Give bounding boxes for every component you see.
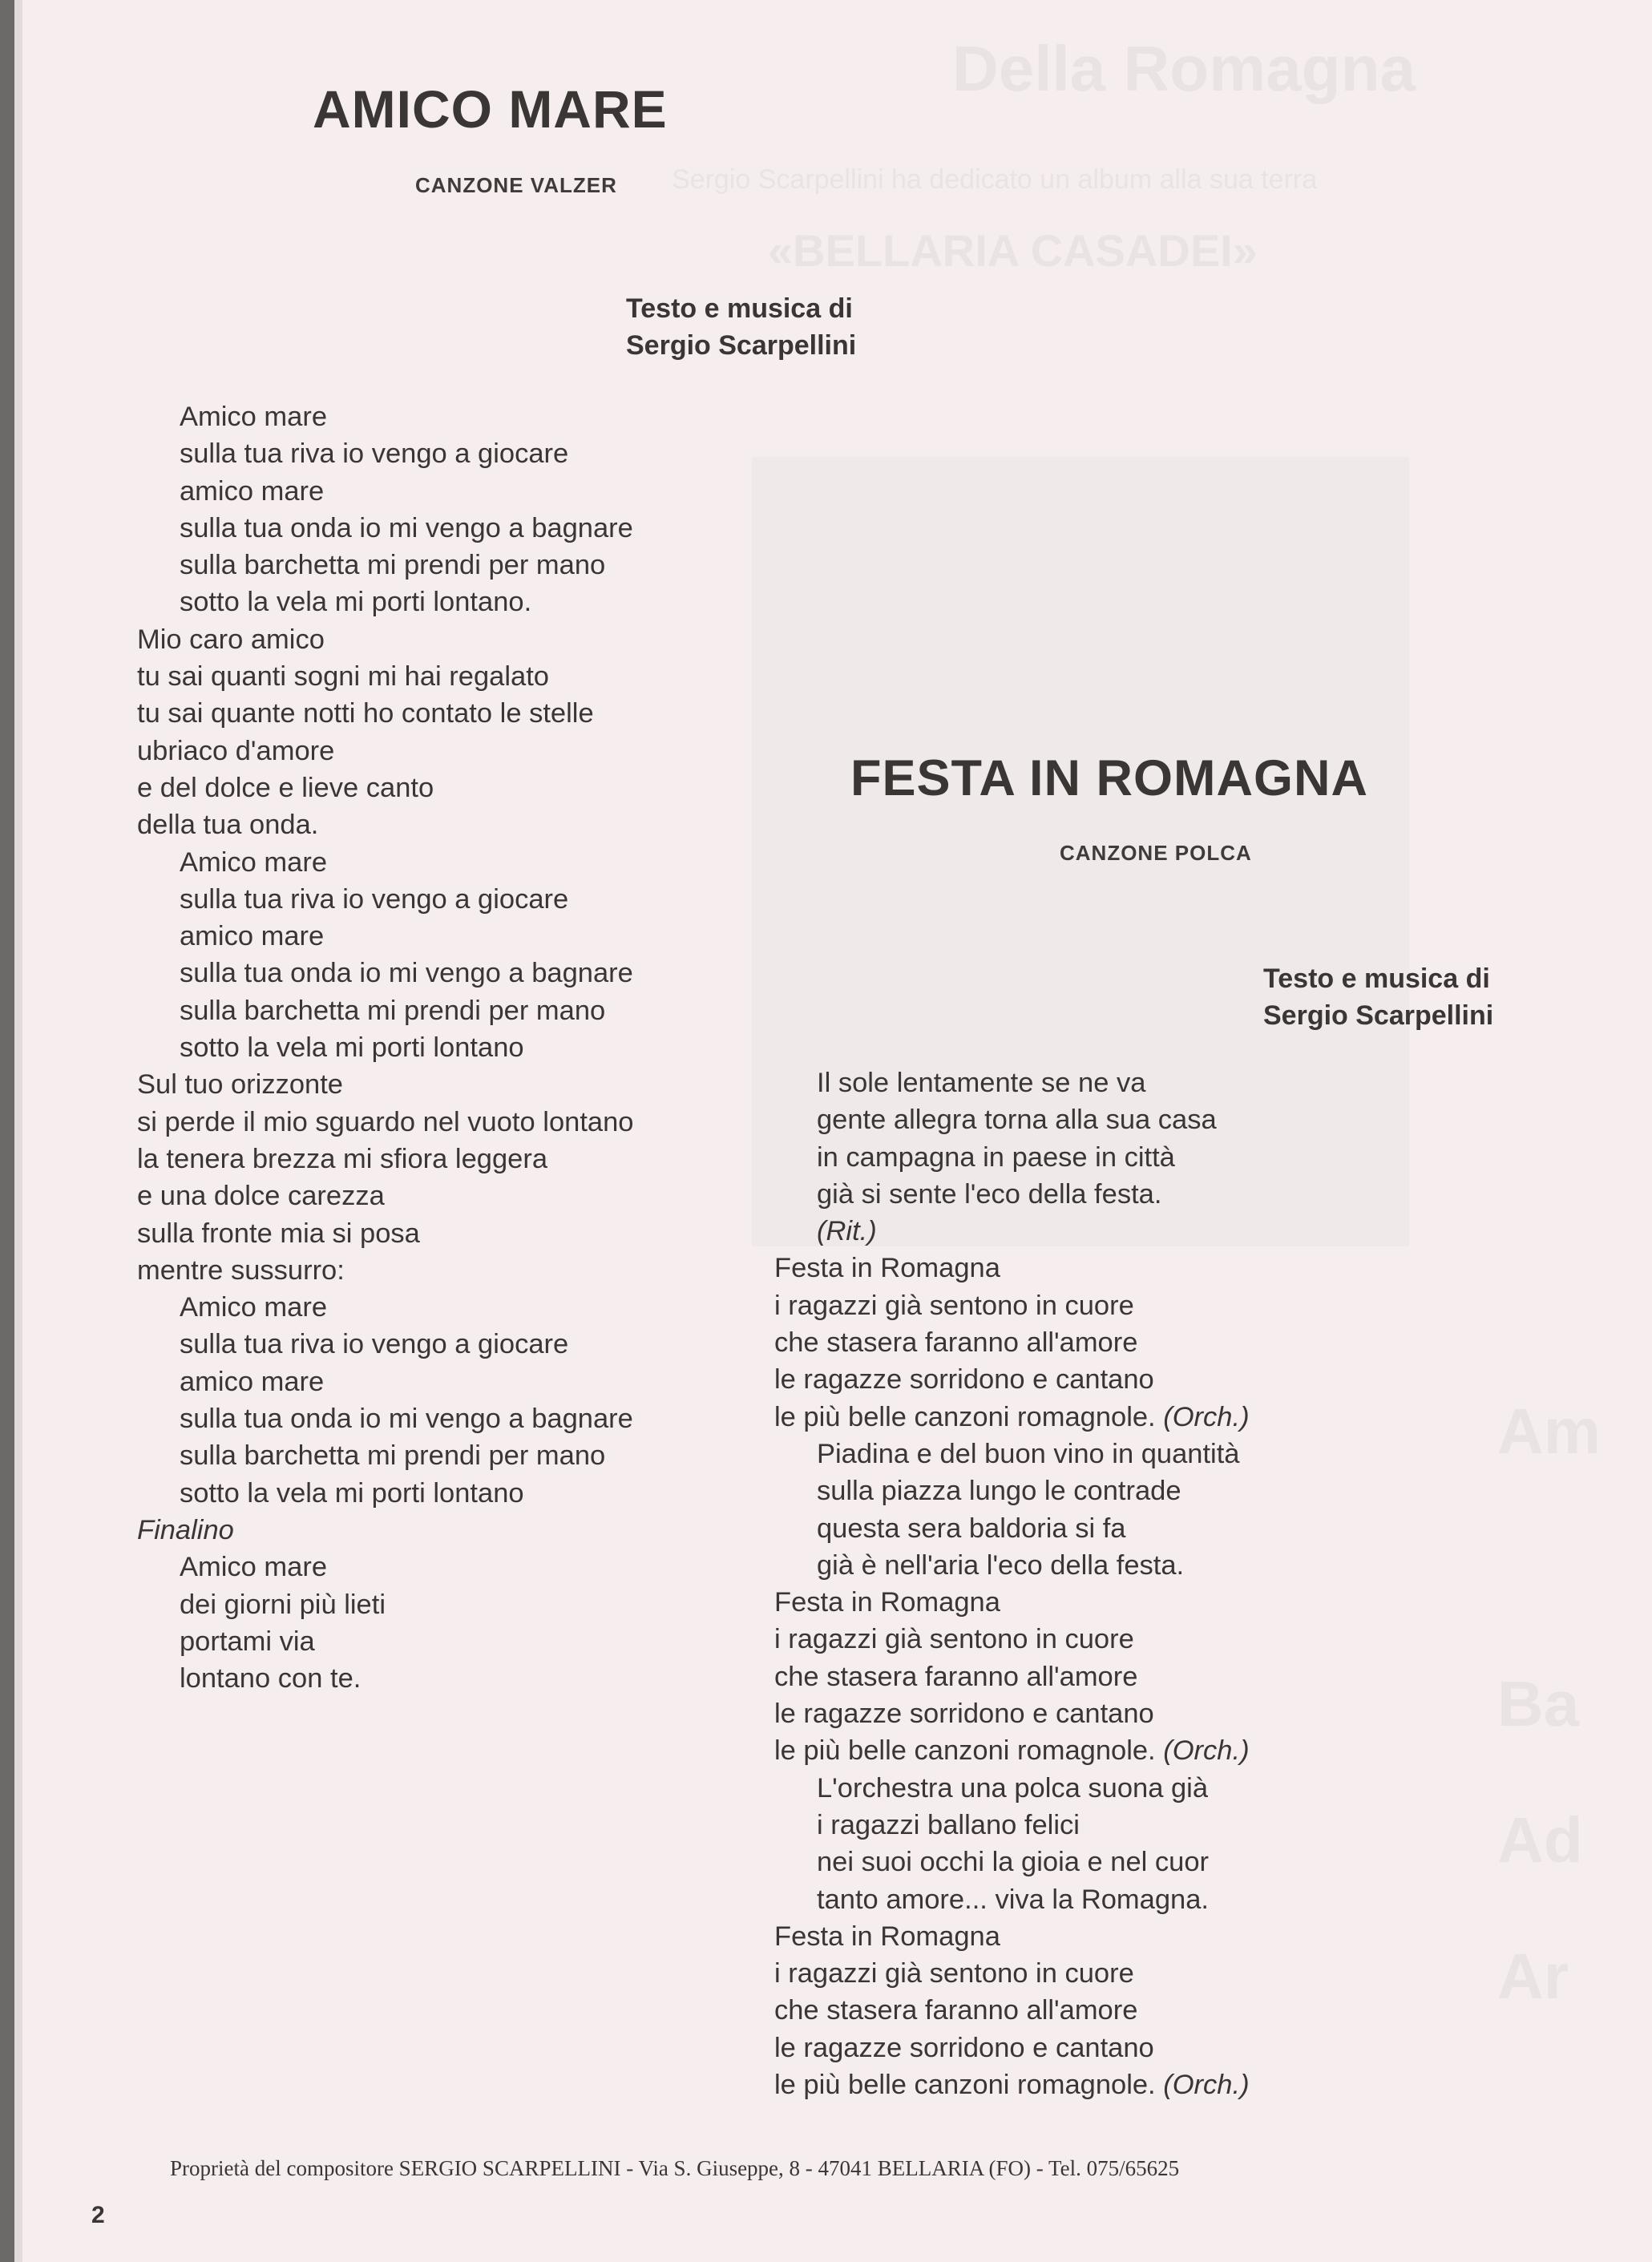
lyric-line: amico mare — [180, 921, 325, 952]
lyric-line: le più belle canzoni romagnole. (Orch.) — [774, 1401, 1250, 1432]
credit-line: Testo e musica di — [1263, 963, 1490, 994]
lyric-line: le più belle canzoni romagnole. (Orch.) — [774, 1735, 1250, 1767]
lyric-line: sulla barchetta mi prendi per mano — [180, 1440, 606, 1472]
lyric-line: sulla fronte mia si posa — [137, 1218, 420, 1249]
lyric-line: la tenera brezza mi sfiora leggera — [137, 1143, 548, 1174]
show-through-text: Ba — [1497, 1668, 1580, 1739]
lyric-line: Festa in Romagna — [774, 1587, 1000, 1618]
page-edge — [14, 0, 22, 2262]
lyric-line: le ragazze sorridono e cantano — [774, 1699, 1154, 1730]
lyric-line: Amico mare — [180, 846, 328, 878]
orchestra-cue: (Orch.) — [1163, 1401, 1250, 1432]
lyric-line: tanto amore... viva la Romagna. — [817, 1884, 1209, 1915]
song-title: AMICO MARE — [313, 79, 668, 139]
lyric-line: Amico mare — [180, 1292, 328, 1323]
orchestra-cue: (Orch.) — [1163, 2070, 1250, 2101]
song-title: FESTA IN ROMAGNA — [850, 750, 1368, 806]
lyric-line: Amico mare — [180, 1552, 328, 1583]
lyric-line: sulla tua riva io vengo a giocare — [180, 438, 569, 470]
lyric-line: Amico mare — [180, 402, 328, 432]
lyric-line: i ragazzi già sentono in cuore — [774, 1958, 1134, 1989]
show-through-text: «BELLARIA CASADEI» — [768, 225, 1258, 276]
lyric-line: le più belle canzoni romagnole. (Orch.) — [774, 2070, 1250, 2101]
lyric-line: Mio caro amico — [137, 624, 325, 655]
song-lyrics — [137, 398, 633, 1697]
lyric-line: amico mare — [180, 475, 325, 507]
lyric-line: nei suoi occhi la gioia e nel cuor — [817, 1847, 1210, 1878]
lyric-line: sulla barchetta mi prendi per mano — [180, 995, 606, 1026]
lyric-line: sulla tua onda io mi vengo a bagnare — [180, 1404, 633, 1435]
show-through-text: Ar — [1497, 1941, 1569, 2012]
lyric-line: sulla tua onda io mi vengo a bagnare — [180, 512, 633, 543]
lyric-line: Finalino — [137, 1514, 234, 1545]
show-through-text: Della Romagna — [952, 33, 1416, 104]
lyric-line: gente allegra torna alla sua casa — [817, 1105, 1217, 1136]
lyric-line: tu sai quanti sogni mi hai regalato — [137, 661, 549, 693]
lyric-line: della tua onda. — [137, 810, 319, 841]
show-through-text: Am — [1497, 1396, 1601, 1467]
lyric-line: Sul tuo orizzonte — [137, 1069, 343, 1101]
lyric-line: ubriaco d'amore — [137, 735, 335, 766]
song-genre: CANZONE POLCA — [1060, 841, 1252, 865]
lyric-line: e del dolce e lieve canto — [137, 772, 434, 803]
show-through-text: Sergio Scarpellini ha dedicato un album alla sua terra — [672, 164, 1318, 195]
lyric-line: i ragazzi già sentono in cuore — [774, 1290, 1134, 1321]
credit-line: Sergio Scarpellini — [626, 330, 857, 361]
lyric-line: i ragazzi già sentono in cuore — [774, 1624, 1134, 1655]
song-credit — [1263, 960, 1493, 1034]
lyric-line: sulla tua onda io mi vengo a bagnare — [180, 958, 633, 989]
lyric-line: amico mare — [180, 1366, 325, 1397]
lyric-line: (Rit.) — [817, 1216, 877, 1247]
lyric-line: sulla barchetta mi prendi per mano — [180, 550, 606, 581]
lyric-line: si perde il mio sguardo nel vuoto lontano — [137, 1106, 634, 1137]
credit-line: Sergio Scarpellini — [1263, 1000, 1494, 1031]
lyric-line: sulla tua riva io vengo a giocare — [180, 883, 569, 915]
lyric-line: che stasera faranno all'amore — [774, 1995, 1138, 2026]
lyric-line: Piadina e del buon vino in quantità — [817, 1438, 1240, 1469]
lyric-line: Il sole lentamente se ne va — [817, 1068, 1146, 1098]
songbook-page — [14, 0, 1652, 2262]
lyric-line: i ragazzi ballano felici — [817, 1809, 1080, 1840]
lyric-line: questa sera baldoria si fa — [817, 1513, 1126, 1544]
lyric-line: le ragazze sorridono e cantano — [774, 2032, 1154, 2063]
lyric-line: Festa in Romagna — [774, 1253, 1000, 1284]
lyric-line: sotto la vela mi porti lontano — [180, 1032, 524, 1064]
show-through-text: Ad — [1497, 1804, 1583, 1876]
lyric-line: dei giorni più lieti — [180, 1589, 386, 1620]
lyric-line: sulla piazza lungo le contrade — [817, 1476, 1181, 1507]
lyric-line: in campagna in paese in città — [817, 1141, 1175, 1173]
copyright-footer: Proprietà del compositore SERGIO SCARPELLINI - Via S. Giuseppe, 8 - 47041 BELLARIA (FO) - Tel. 075/65625 — [170, 2156, 1180, 2180]
song-genre: CANZONE VALZER — [415, 173, 617, 197]
song-lyrics — [774, 1064, 1250, 2103]
lyric-line: portami via — [180, 1626, 315, 1657]
lyric-line: e una dolce carezza — [137, 1181, 385, 1212]
lyric-line: sotto la vela mi porti lontano. — [180, 587, 532, 618]
song-credit — [626, 290, 856, 364]
lyric-line: L'orchestra una polca suona già — [817, 1772, 1209, 1804]
orchestra-cue: (Orch.) — [1163, 1735, 1250, 1767]
lyric-line: che stasera faranno all'amore — [774, 1661, 1138, 1692]
lyric-line: già è nell'aria l'eco della festa. — [817, 1549, 1185, 1581]
page-number: 2 — [91, 2202, 105, 2228]
credit-line: Testo e musica di — [626, 293, 853, 324]
lyric-line: sotto la vela mi porti lontano — [180, 1477, 524, 1509]
lyric-line: già si sente l'eco della festa. — [817, 1178, 1162, 1210]
lyric-line: mentre sussurro: — [137, 1254, 345, 1286]
lyric-line: lontano con te. — [180, 1663, 362, 1694]
lyric-line: che stasera faranno all'amore — [774, 1327, 1138, 1359]
lyric-line: Festa in Romagna — [774, 1921, 1000, 1952]
lyric-line: sulla tua riva io vengo a giocare — [180, 1329, 569, 1360]
lyric-line: tu sai quante notti ho contato le stelle — [137, 698, 594, 729]
lyric-line: le ragazze sorridono e cantano — [774, 1364, 1154, 1396]
